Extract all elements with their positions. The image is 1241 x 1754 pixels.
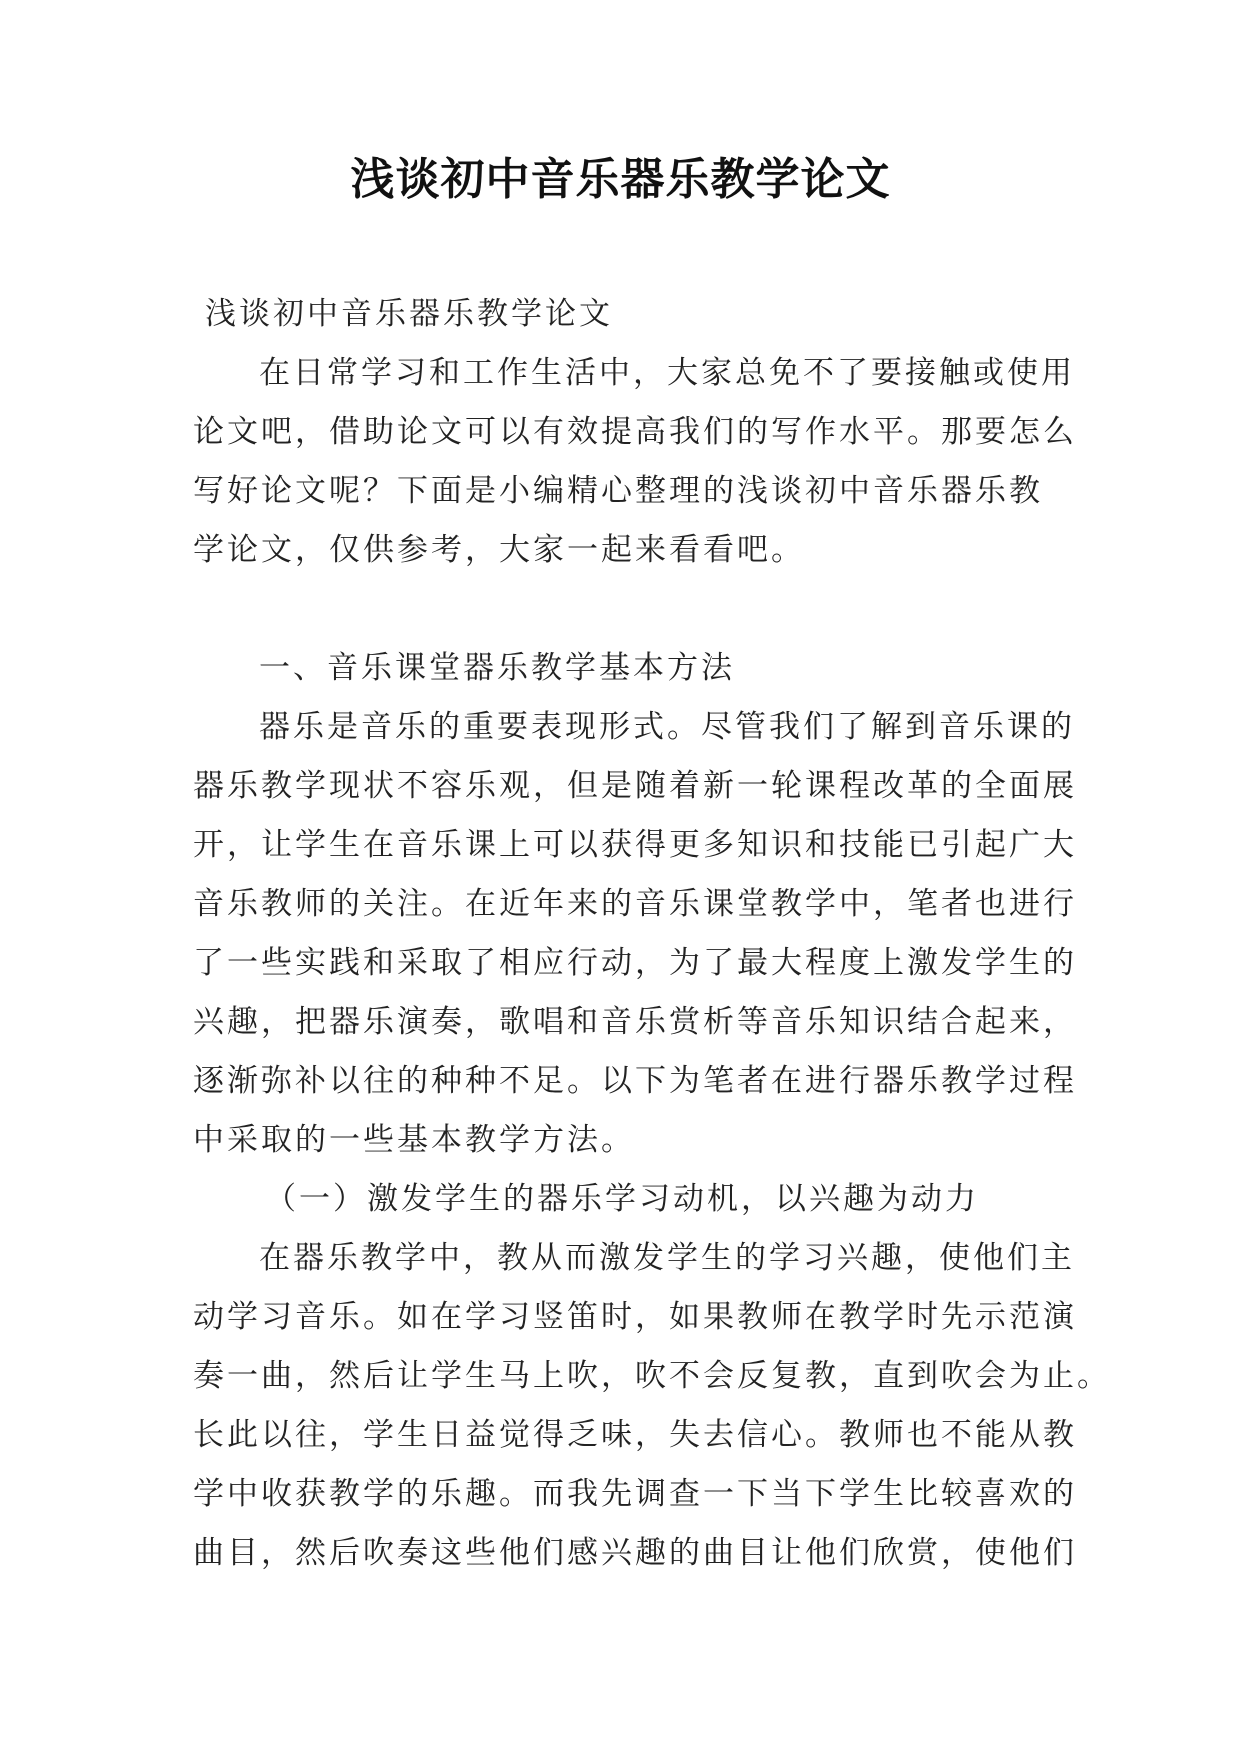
intro-line: 学论文，仅供参考，大家一起来看看吧。 (193, 532, 805, 568)
paragraph-line: 音乐教师的关注。在近年来的音乐课堂教学中，笔者也进行 (193, 886, 1077, 922)
section-heading: 一、音乐课堂器乐教学基本方法 (259, 650, 735, 686)
paragraph-line: 在器乐教学中，教从而激发学生的学习兴趣，使他们主 (259, 1240, 1075, 1276)
paragraph-line: 逐渐弥补以往的种种不足。以下为笔者在进行器乐教学过程 (193, 1063, 1077, 1099)
paragraph-line: 兴趣，把器乐演奏，歌唱和音乐赏析等音乐知识结合起来， (193, 1004, 1077, 1040)
intro-line: 在日常学习和工作生活中，大家总免不了要接触或使用 (259, 355, 1075, 391)
document-title: 浅谈初中音乐器乐教学论文 (350, 154, 891, 205)
paragraph-gap (193, 580, 1053, 639)
paragraph-line: 器乐教学现状不容乐观，但是随着新一轮课程改革的全面展 (193, 768, 1077, 804)
intro-line: 写好论文呢？下面是小编精心整理的浅谈初中音乐器乐教 (193, 473, 1043, 509)
paragraph-line: 器乐是音乐的重要表现形式。尽管我们了解到音乐课的 (259, 709, 1075, 745)
paragraph-line: 学中收获教学的乐趣。而我先调查一下当下学生比较喜欢的 (193, 1476, 1077, 1512)
intro-line: 论文吧，借助论文可以有效提高我们的写作水平。那要怎么 (193, 414, 1077, 450)
subsection-heading: （一）激发学生的器乐学习动机，以兴趣为动力 (265, 1181, 979, 1217)
paragraph-line: 奏一曲，然后让学生马上吹，吹不会反复教，直到吹会为止。 (193, 1358, 1111, 1394)
paragraph-line: 开，让学生在音乐课上可以获得更多知识和技能已引起广大 (193, 827, 1077, 863)
paragraph-line: 曲目，然后吹奏这些他们感兴趣的曲目让他们欣赏，使他们 (193, 1535, 1077, 1571)
paragraph-line: 长此以往，学生日益觉得乏味，失去信心。教师也不能从教 (193, 1417, 1077, 1453)
document-body (193, 285, 1111, 1583)
paragraph-line: 了一些实践和采取了相应行动，为了最大程度上激发学生的 (193, 945, 1077, 981)
paragraph-line: 动学习音乐。如在学习竖笛时，如果教师在教学时先示范演 (193, 1299, 1077, 1335)
article-subtitle: 浅谈初中音乐器乐教学论文 (205, 296, 613, 332)
paragraph-line: 中采取的一些基本教学方法。 (193, 1122, 635, 1158)
